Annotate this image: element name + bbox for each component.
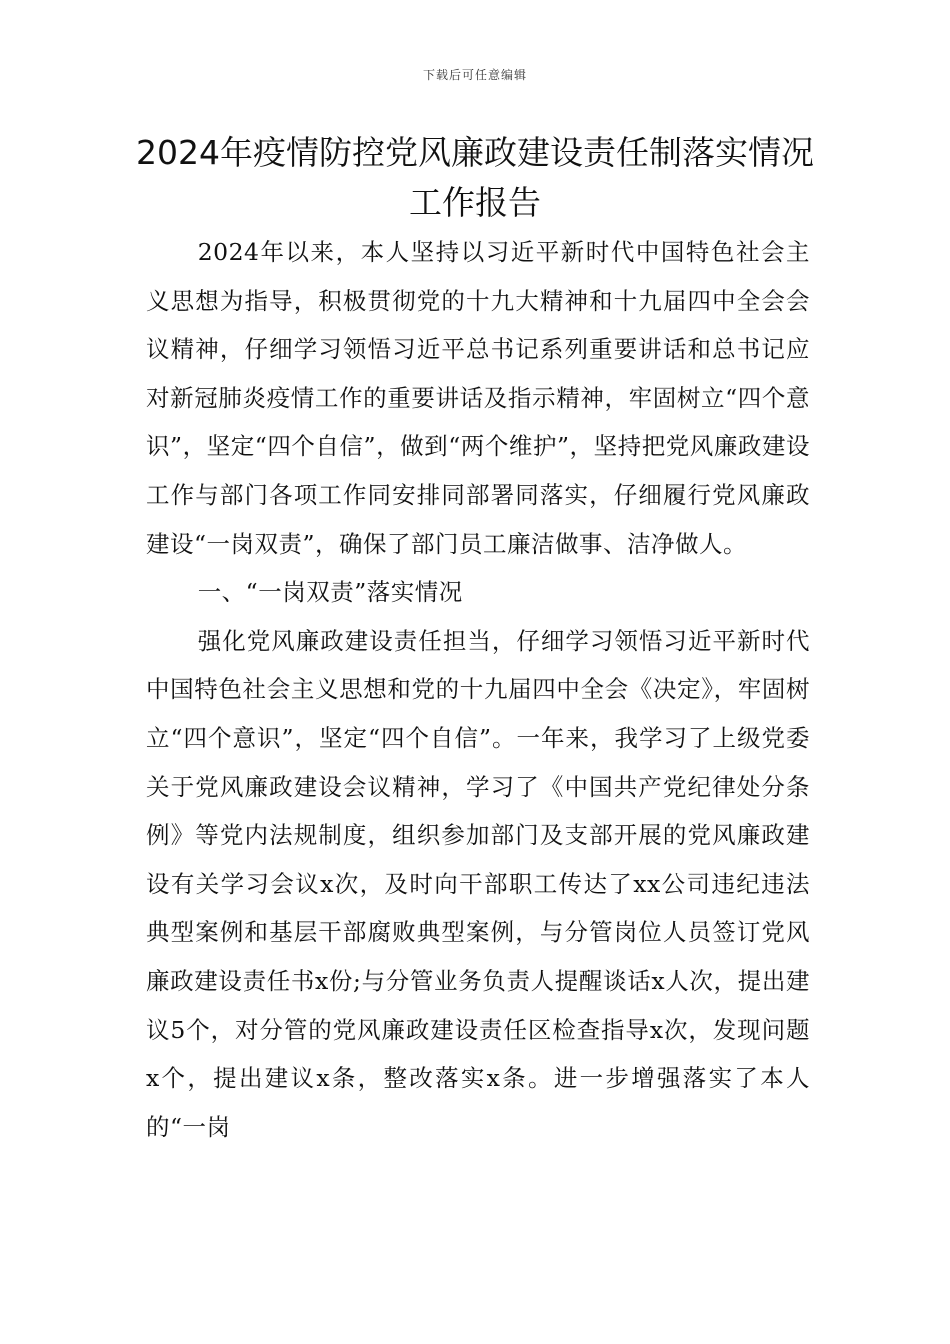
section-heading-1: 一、“一岗双责”落实情况 [197,578,463,607]
paragraph-section-1: 强化党风廉政建设责任担当，仔细学习领悟习近平新时代中国特色社会主义思想和党的十九届四中全会《决定》，牢固树立“四个意识”，坚定“四个自信”。一年来，我学习了上级党委关于党风廉政建设会议精神，学习了《中国共产党纪律处分条例》等党内法规制度，组织参加部门及支部开展的党风廉政建设有关学习会议x次，及时向干部职工传达了xx公司违纪违法典型案例和基层干部腐败典型案例，与分管岗位人员签订党风廉政建设责任书x份;与分管业务负责人提醒谈话x人次，提出建议5个，对分管的党风廉政建设责任区检查指导x次，发现问题x个，提出建议x条，整改落实x条。进一步增强落实了本人的“一岗 [146,626,810,1141]
paragraph-intro: 2024年以来，本人坚持以习近平新时代中国特色社会主义思想为指导，积极贯彻党的十九大精神和十九届四中全会会议精神，仔细学习领悟习近平总书记系列重要讲话和总书记应对新冠肺炎疫情工作的重要讲话及指示精神，牢固树立“四个意识”，坚定“四个自信”，做到“两个维护”，坚持把党风廉政建设工作与部门各项工作同安排同部署同落实，仔细履行党风廉政建设“一岗双责”，确保了部门员工廉洁做事、洁净做人。 [146,238,810,558]
header-note: 下载后可任意编辑 [422,68,527,82]
document-title: 2024年疫情防控党风廉政建设责任制落实情况工作报告 [136,133,814,222]
document-body [146,228,810,1151]
